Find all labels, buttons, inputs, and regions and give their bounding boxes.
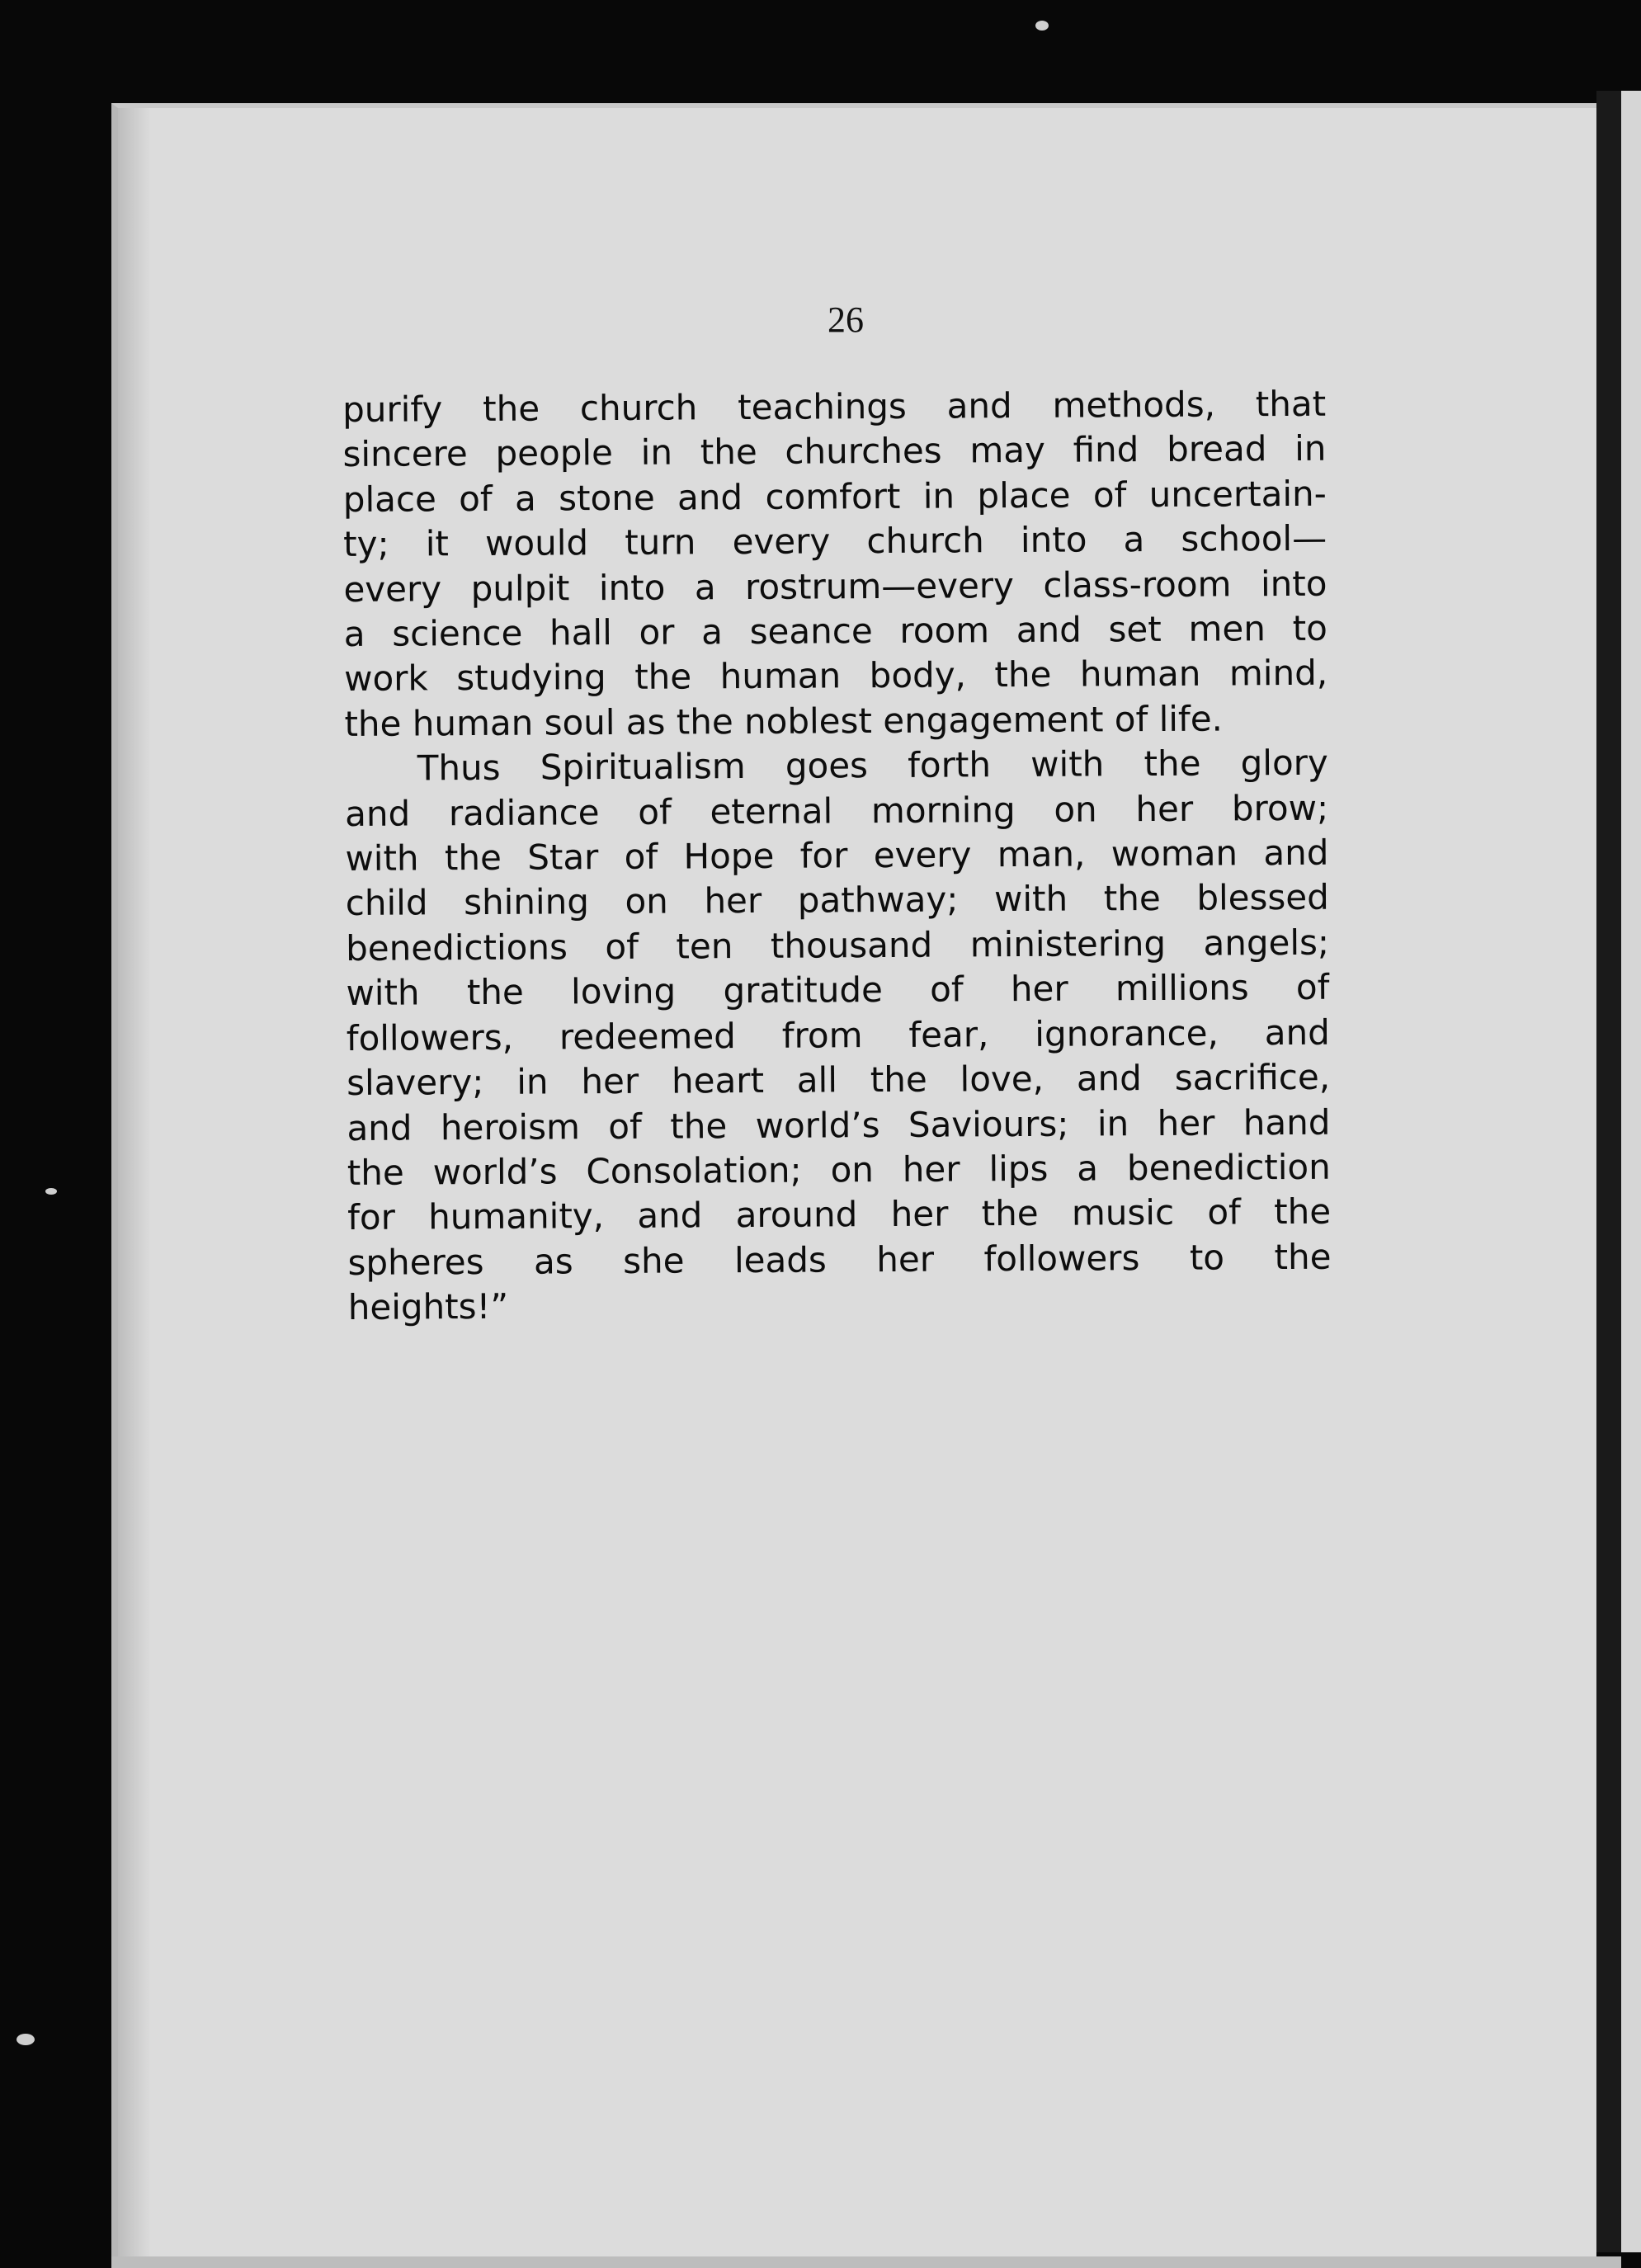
text-line: followers, redeemed from fear, ignorance, and	[346, 1011, 1330, 1059]
text-line: place of a stone and comfort in place of uncertain-	[342, 473, 1327, 520]
text-line: Thus Spiritualism goes forth with the glory	[417, 742, 1328, 789]
text-line: for humanity, and around her the music of the	[347, 1191, 1332, 1238]
text-line: child shining on her pathway; with the blessed	[345, 877, 1329, 924]
page-bottom-edge	[111, 2256, 1621, 2268]
text-line: every pulpit into a rostrum—every class-room into	[343, 563, 1327, 610]
text-line: benedictions of ten thousand ministering angels;	[346, 922, 1330, 969]
text-line: heights!”	[347, 1285, 509, 1328]
paragraph-1	[342, 382, 1328, 747]
text-line: spheres as she leads her followers to the	[347, 1236, 1332, 1283]
text-line: a science hall or a seance room and set men to	[343, 607, 1327, 655]
text-line: with the Star of Hope for every man, woman and	[345, 832, 1329, 879]
scan-speck	[17, 2034, 35, 2045]
text-line: the human soul as the noblest engagement of life.	[344, 698, 1224, 744]
text-line: sincere people in the churches may find bread in	[342, 428, 1327, 475]
scan-speck	[45, 1188, 57, 1195]
scan-speck	[1035, 21, 1049, 31]
text-line: purify the church teachings and methods, that	[342, 383, 1327, 430]
paragraph-2	[345, 741, 1332, 1331]
text-line: ty; it would turn every church into a school—	[343, 517, 1327, 565]
adjacent-page-edge	[1621, 91, 1641, 2252]
body-text	[342, 382, 1332, 1331]
text-line: work studying the human body, the human mind,	[344, 653, 1328, 700]
text-line: and heroism of the world’s Saviours; in her hand	[347, 1101, 1331, 1148]
page-right-shadow	[1596, 91, 1621, 2252]
text-line: the world’s Consolation; on her lips a benediction	[347, 1146, 1331, 1193]
text-line: with the loving gratitude of her millions of	[346, 966, 1330, 1014]
text-line: and radiance of eternal morning on her brow;	[345, 787, 1329, 834]
page-number: 26	[828, 299, 864, 340]
text-line: slavery; in her heart all the love, and sacrifice,	[346, 1056, 1331, 1104]
